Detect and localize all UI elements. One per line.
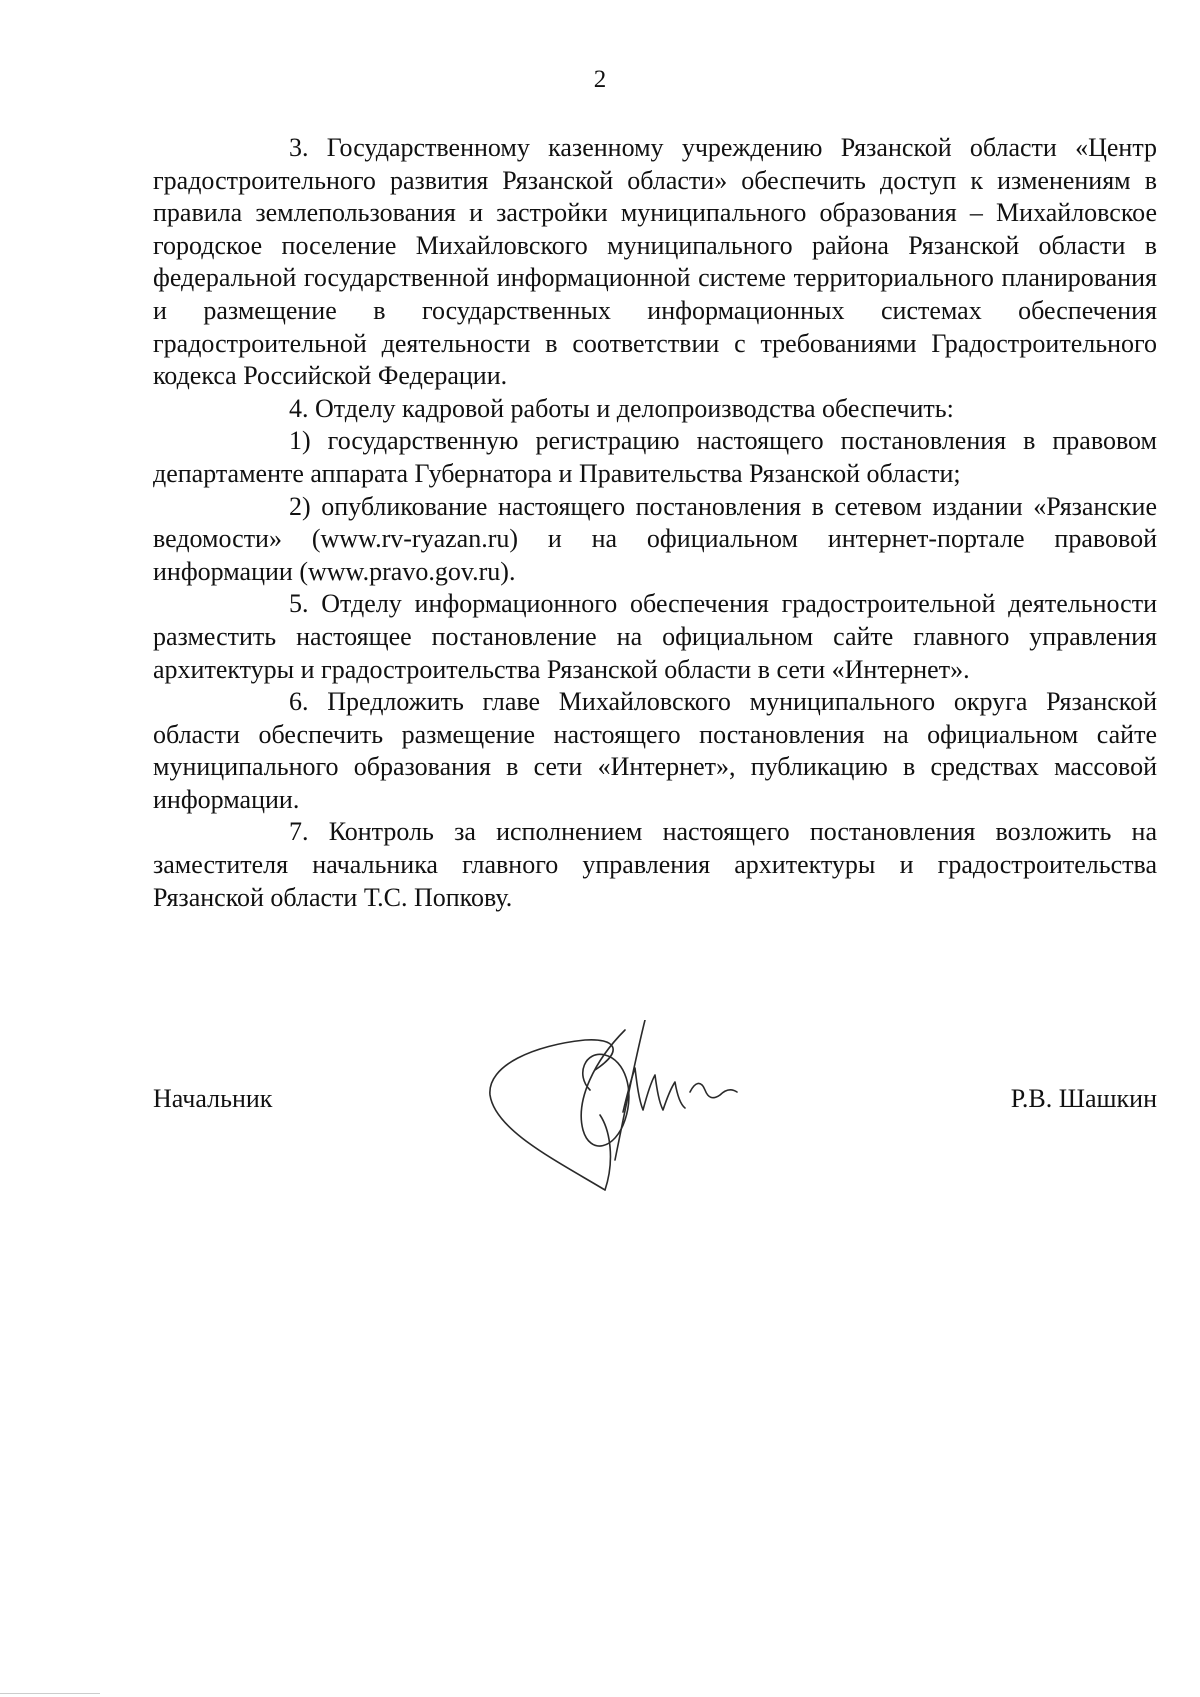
page-number: 2	[593, 66, 607, 93]
paragraph-text: Отделу кадровой работы и делопроизводства обеспечить:	[315, 393, 954, 423]
paragraph-text: Отделу информационного обеспечения градостроительной деятельности разместить настоящее постановление на официальном сайте главного управления архитектуры и градостроительства Рязанской области в сети «Интернет».	[153, 589, 1157, 684]
handwritten-signature-icon	[475, 1020, 775, 1195]
paragraph-number: 1)	[289, 426, 311, 456]
document-body	[153, 132, 1157, 914]
paragraph-text: опубликование настоящего постановления в сетевом издании «Рязанские ведомости» (www.rv-ryazan.ru) и на официальном интернет-портале правовой информации (www.pravo.gov.ru).	[153, 491, 1158, 586]
paragraph-5	[153, 588, 1157, 686]
paragraph-4-1	[153, 425, 1157, 490]
paragraph-text: государственную регистрацию настоящего постановления в правовом департаменте аппарата Губернатора и Правительства Рязанской области;	[153, 426, 1157, 488]
paragraph-number: 7.	[289, 817, 309, 847]
paragraph-3	[153, 132, 1157, 393]
paragraph-4	[153, 393, 1157, 426]
paragraph-number: 5.	[289, 589, 309, 619]
paragraph-number: 3.	[289, 133, 309, 162]
signatory-title: Начальник	[153, 1084, 273, 1113]
paragraph-6	[153, 686, 1157, 816]
paragraph-7	[153, 816, 1157, 914]
paragraph-text: Предложить главе Михайловского муниципального округа Рязанской области обеспечить размещение настоящего постановления на официальном сайте муниципального образования в сети «Интернет», публикацию в средствах массовой информации.	[153, 687, 1157, 814]
page-edge-line	[0, 1693, 100, 1694]
paragraph-number: 4.	[289, 393, 309, 423]
paragraph-number: 2)	[289, 491, 311, 521]
paragraph-4-2	[153, 491, 1157, 589]
paragraph-number: 6.	[289, 687, 309, 717]
paragraph-text: Государственному казенному учреждению Рязанской области «Центр градостроительного развития Рязанской области» обеспечить доступ к изменениям в правила землепользования и застройки муниципального образования – Михайловское городское поселение Михайловского муниципального района Рязанской области в федеральной государственной информационной системе территориального планирования и размещение в государственных информационных системах обеспечения градостроительной деятельности в соответствии с требованиями Градостроительного кодекса Российской Федерации.	[153, 133, 1158, 391]
paragraph-text: Контроль за исполнением настоящего постановления возложить на заместителя начальника главного управления архитектуры и градостроительства Рязанской области Т.С. Попкову.	[153, 817, 1157, 912]
signatory-name: Р.В. Шашкин	[1010, 1084, 1157, 1113]
